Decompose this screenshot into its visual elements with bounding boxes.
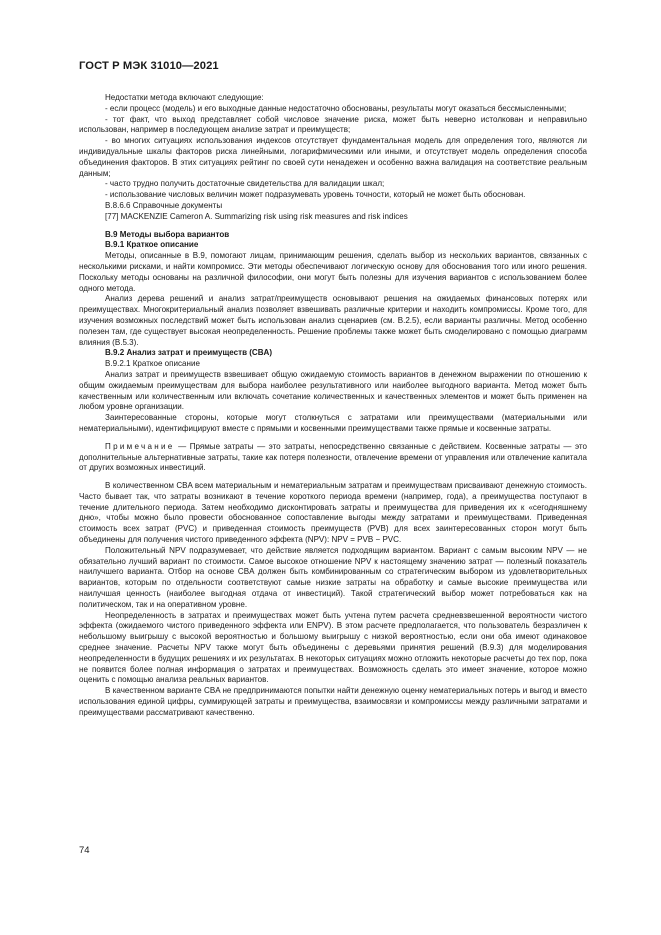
list-item: - часто трудно получить достаточные свидетельства для валидации шкал;: [105, 179, 385, 189]
subsection-heading: В.9.1 Краткое описание: [105, 240, 199, 250]
document-header: ГОСТ Р МЭК 31010—2021: [79, 60, 219, 72]
paragraph: В количественном CBA всем материальным и нематериальным затратам и преимуществам присваивают денежную стоимость. Часто бывает так, что затраты возникают в течение короткого периода времени (например, года), а преимущества поступают в течение длительного периода. Затем необходимо дисконтировать затраты и преимущества для приведения их к «сегодняшнему дню», чтобы можно было провести обоснованное сопоставление выгоды между затратами и преимуществами. Приведенная стоимость всех затрат (PVC) и приведенная стоимость преимуществ (PVB) для всех заинтересованных сторон могут быть объединены для получения чистого приведенного эффекта (NPV): NPV = PVB − PVC.: [79, 481, 587, 545]
paragraph: Анализ дерева решений и анализ затрат/преимуществ основывают решения на ожидаемых финансовых потерях или преимуществах. Многокритериальный анализ позволяет взвешивать различные критерии и находить компромиссы. Кроме того, для изучения возможных последствий может быть использован анализ сценариев (см. В.2.5), если варианты различны. Метод особенно полезен там, где существует высокая неопределенность. Решение проблемы также может быть смоделировано с помощью диаграмм влияния (В.5.3).: [79, 294, 587, 347]
paragraph: В качественном варианте CBA не предпринимаются попытки найти денежную оценку нематериальных потерь и выгод и вместо использования единой цифры, суммирующей затраты и преимущества, взаимосвязи и компромиссы между различными затратами и преимуществами рассматривают качественно.: [79, 686, 587, 717]
paragraph: Анализ затрат и преимуществ взвешивает общую ожидаемую стоимость вариантов в денежном выражении по отношению к общим ожидаемым преимуществам для выбора наиболее результативного или наиболее выгодного варианта. Метод может быть качественным или количественным или включать сочетание количественных и качественных элементов и может быть применен на любом уровне организации.: [79, 369, 587, 412]
note-text: — Прямые затраты — это затраты, непосредственно связанные с действием. Косвенные затраты — это дополнительные альтернативные затраты, такие как потеря полезности, отвлечение времени от управления или отвлечение капитала от других возможных инвестиций.: [79, 441, 587, 473]
list-item: - если процесс (модель) и его выходные данные недостаточно обоснованы, результаты могут оказаться бессмысленными;: [105, 103, 567, 113]
paragraph: Заинтересованные стороны, которые могут столкнуться с затратами или преимуществами (материальными или нематериальными), идентифицируют вместе с прямыми и косвенными преимуществами также прямые и косвенные затраты.: [79, 413, 587, 433]
subsection-heading: В.9.2 Анализ затрат и преимуществ (CBA): [105, 348, 273, 358]
reference-entry: [77] MACKENZIE Cameron A. Summarizing risk using risk measures and risk indices: [105, 211, 408, 221]
paragraph: Неопределенность в затратах и преимуществах может быть учтена путем расчета средневзвешенной вероятности чистого эффекта (ожидаемого чистого приведенного эффекта или ENPV). В этом расчете предполагается, что пользователь безразличен к небольшому выигрышу с высокой вероятностью и большому выигрышу с низкой вероятностью, если они оба имеют одинаковое среднее значение. Расчеты NPV также могут быть объединены с деревьями принятия решений (В.9.3) для моделирования неопределенности в будущих решениях и их результатах. В некоторых ситуациях можно отложить некоторые расчеты до тех пор, пока не появится более полная информация о затратах и преимуществах. Возможность сделать это имеет значение, которое можно оценить с помощью анализа реальных вариантов.: [79, 610, 587, 685]
paragraph: Положительный NPV подразумевает, что действие является подходящим вариантом. Вариант с самым высоким NPV — не обязательно лучший вариант по стоимости. Самое высокое отношение NPV к настоящему значению затрат — полезный показатель наилучшего варианта. Отбор на основе CBA должен быть комбинированным со стратегическим выбором из удовлетворительных вариантов, которым по отдельности соответствуют самые низкие затраты на обработку и самые высокие преимущества или наилучшая ценность (наиболее выгодная отдача от инвестиций). Такой стратегический выбор может потребоваться как на политическом, так и на оперативном уровне.: [79, 545, 587, 609]
paragraph: Недостатки метода включают следующие:: [105, 93, 264, 102]
page-number: 74: [79, 845, 90, 856]
list-item: - использование числовых величин может подразумевать уровень точности, который не может быть обоснован.: [105, 190, 526, 200]
note: [79, 442, 587, 474]
section-heading: В.9 Методы выбора вариантов: [105, 229, 230, 239]
subsection-title: В.8.6.6 Справочные документы: [105, 200, 223, 210]
paragraph: Методы, описанные в В.9, помогают лицам, принимающим решения, сделать выбор из нескольких вариантов, связанных с несколькими рисками, и найти компромисс. Эти методы обеспечивают логическую основу для обоснования того или иного решения. Поскольку методы основаны на различной философии, они могут быть полезны для изучения вариантов с использованием более одного метода.: [79, 251, 587, 293]
subsection-title: В.9.2.1 Краткое описание: [105, 359, 200, 369]
note-label: Примечание: [105, 441, 175, 451]
list-item: - тот факт, что выход представляет собой числовое значение риска, может быть неверно истолкован и неправильно использован, например в последующем анализе затрат и преимуществ;: [79, 114, 587, 135]
list-item: - во многих ситуациях использования индексов отсутствует фундаментальная модель для определения того, являются ли индивидуальные шкалы факторов риска линейными, логарифмическими или иными, и отсутствует модель определения способа объединения факторов. В этих ситуациях рейтинг по своей сути ненадежен и особенно важна валидация на соответствие реальным данным;: [79, 136, 587, 178]
page-body: [79, 93, 587, 719]
